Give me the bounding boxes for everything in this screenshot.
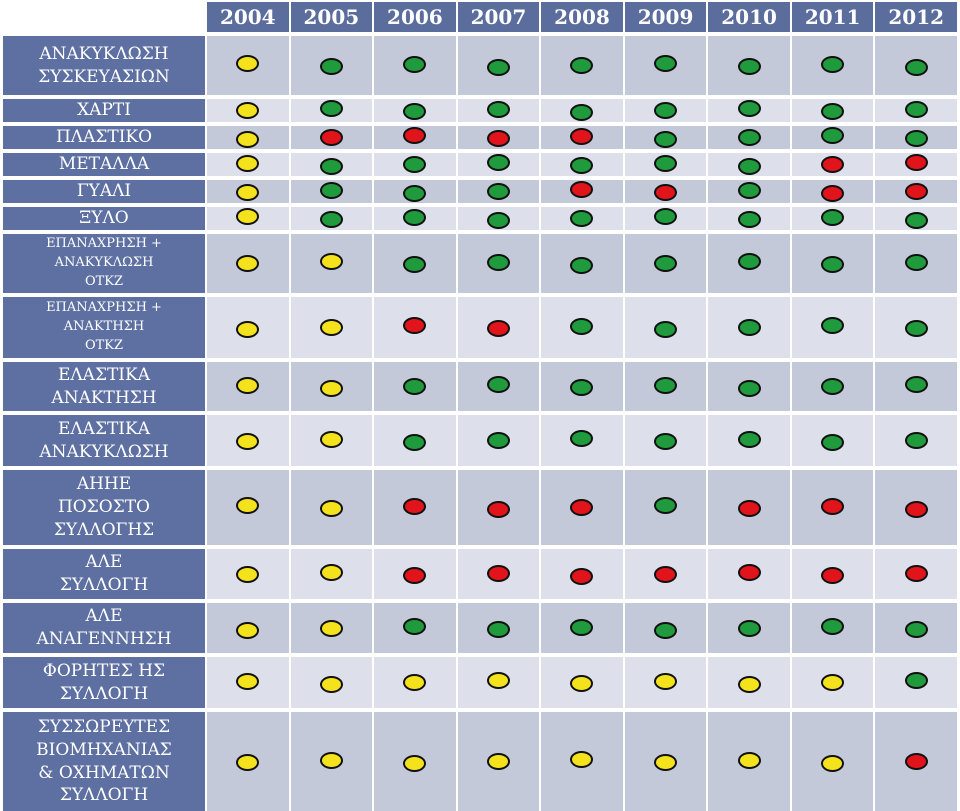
status-dot-icon <box>236 102 259 119</box>
status-cell <box>625 415 707 466</box>
status-cell <box>541 549 623 599</box>
status-dot-icon <box>570 104 593 121</box>
status-cell <box>708 415 790 466</box>
status-cell <box>207 712 289 811</box>
status-dot-icon <box>236 497 259 514</box>
status-dot-icon <box>905 621 928 638</box>
status-cell <box>708 603 790 653</box>
status-dot-icon <box>236 566 259 583</box>
status-dot-icon <box>570 210 593 227</box>
status-dot-icon <box>570 499 593 516</box>
status-dot-icon <box>570 675 593 692</box>
status-dot-icon <box>403 103 426 120</box>
status-dot-icon <box>821 209 844 226</box>
status-cell <box>875 234 957 293</box>
status-cell <box>458 603 540 653</box>
status-cell <box>207 234 289 293</box>
status-dot-icon <box>905 183 928 200</box>
status-cell <box>207 126 289 149</box>
status-dot-icon <box>320 500 343 517</box>
status-cell <box>374 362 456 411</box>
status-cell <box>792 207 874 230</box>
status-dot-icon <box>821 256 844 273</box>
status-dot-icon <box>487 501 510 518</box>
status-dot-icon <box>738 319 761 336</box>
status-dot-icon <box>570 751 593 768</box>
status-cell <box>625 362 707 411</box>
status-dot-icon <box>905 501 928 518</box>
status-cell <box>792 99 874 122</box>
status-dot-icon <box>738 211 761 228</box>
status-cell <box>708 470 790 545</box>
status-dot-icon <box>320 100 343 117</box>
status-cell <box>374 297 456 358</box>
status-cell <box>207 415 289 466</box>
status-dot-icon <box>654 566 677 583</box>
status-dot-icon <box>654 433 677 450</box>
status-cell <box>792 603 874 653</box>
status-cell <box>458 126 540 149</box>
row-label: ΠΛΑΣΤΙΚΟ <box>3 126 205 149</box>
status-dot-icon <box>403 378 426 395</box>
status-dot-icon <box>487 432 510 449</box>
status-cell <box>792 549 874 599</box>
status-dot-icon <box>821 755 844 772</box>
status-dot-icon <box>654 184 677 201</box>
status-dot-icon <box>487 183 510 200</box>
status-dot-icon <box>654 102 677 119</box>
status-dot-icon <box>487 101 510 118</box>
status-cell <box>374 603 456 653</box>
status-cell <box>458 99 540 122</box>
status-cell <box>291 362 373 411</box>
status-dot-icon <box>236 155 259 172</box>
status-cell <box>541 415 623 466</box>
status-dot-icon <box>487 320 510 337</box>
status-dot-icon <box>821 674 844 691</box>
status-dot-icon <box>487 254 510 271</box>
status-cell <box>374 126 456 149</box>
status-dot-icon <box>821 56 844 73</box>
status-dot-icon <box>738 431 761 448</box>
status-dot-icon <box>236 754 259 771</box>
status-cell <box>458 712 540 811</box>
row-label: ΓΥΑΛΙ <box>3 180 205 203</box>
status-dot-icon <box>905 320 928 337</box>
status-cell <box>541 712 623 811</box>
status-dot-icon <box>403 56 426 73</box>
year-header: 2004 <box>207 2 289 32</box>
status-dot-icon <box>905 565 928 582</box>
status-cell <box>291 470 373 545</box>
status-cell <box>625 207 707 230</box>
status-cell <box>875 180 957 203</box>
status-cell <box>291 603 373 653</box>
status-dot-icon <box>403 156 426 173</box>
status-dot-icon <box>236 321 259 338</box>
status-dot-icon <box>320 431 343 448</box>
status-dot-icon <box>821 434 844 451</box>
status-dot-icon <box>654 754 677 771</box>
status-dot-icon <box>487 565 510 582</box>
status-cell <box>875 36 957 95</box>
status-dot-icon <box>821 185 844 202</box>
status-dot-icon <box>905 59 928 76</box>
status-cell <box>625 99 707 122</box>
status-cell <box>207 549 289 599</box>
status-dot-icon <box>320 211 343 228</box>
status-dot-icon <box>236 433 259 450</box>
status-dot-icon <box>738 752 761 769</box>
status-cell <box>291 297 373 358</box>
status-dot-icon <box>236 622 259 639</box>
year-header: 2010 <box>708 2 790 32</box>
status-dot-icon <box>570 57 593 74</box>
status-cell <box>625 297 707 358</box>
status-dot-icon <box>738 129 761 146</box>
status-dot-icon <box>320 564 343 581</box>
status-cell <box>207 153 289 176</box>
status-dot-icon <box>320 620 343 637</box>
row-label: ΑΛΕ ΑΝΑΓΕΝΝΗΣΗ <box>3 603 205 653</box>
status-cell <box>875 712 957 811</box>
row-label: ΕΛΑΣΤΙΚΑ ΑΝΑΚΤΗΣΗ <box>3 362 205 411</box>
status-cell <box>625 603 707 653</box>
status-cell <box>458 657 540 708</box>
status-dot-icon <box>738 620 761 637</box>
status-cell <box>541 603 623 653</box>
status-cell <box>708 362 790 411</box>
status-cell <box>458 362 540 411</box>
status-dot-icon <box>821 127 844 144</box>
row-label: ΜΕΤΑΛΛΑ <box>3 153 205 176</box>
year-header: 2012 <box>875 2 957 32</box>
status-dot-icon <box>654 208 677 225</box>
status-cell <box>541 126 623 149</box>
status-dot-icon <box>487 212 510 229</box>
status-dot-icon <box>654 55 677 72</box>
header-corner <box>3 2 205 32</box>
row-label: ΦΟΡΗΤΕΣ ΗΣ ΣΥΛΛΟΓΗ <box>3 657 205 708</box>
status-cell <box>541 297 623 358</box>
status-cell <box>207 362 289 411</box>
status-dot-icon <box>487 376 510 393</box>
year-header: 2006 <box>374 2 456 32</box>
status-cell <box>792 180 874 203</box>
status-dot-icon <box>403 434 426 451</box>
status-dot-icon <box>738 100 761 117</box>
status-cell <box>708 712 790 811</box>
status-cell <box>875 470 957 545</box>
status-cell <box>625 234 707 293</box>
status-dot-icon <box>236 255 259 272</box>
status-dot-icon <box>654 377 677 394</box>
status-dot-icon <box>236 131 259 148</box>
status-dot-icon <box>570 257 593 274</box>
status-dot-icon <box>905 672 928 689</box>
status-dot-icon <box>403 755 426 772</box>
status-cell <box>541 180 623 203</box>
status-dot-icon <box>821 567 844 584</box>
status-cell <box>458 180 540 203</box>
status-cell <box>875 126 957 149</box>
status-dot-icon <box>570 379 593 396</box>
status-cell <box>291 549 373 599</box>
status-dot-icon <box>821 103 844 120</box>
status-dot-icon <box>320 676 343 693</box>
status-dot-icon <box>654 155 677 172</box>
status-cell <box>291 153 373 176</box>
status-dot-icon <box>738 676 761 693</box>
year-header: 2011 <box>792 2 874 32</box>
status-dot-icon <box>403 185 426 202</box>
status-cell <box>374 180 456 203</box>
status-dot-icon <box>905 212 928 229</box>
status-cell <box>541 470 623 545</box>
status-cell <box>291 36 373 95</box>
status-dot-icon <box>570 318 593 335</box>
status-dot-icon <box>905 101 928 118</box>
status-cell <box>291 180 373 203</box>
status-cell <box>708 126 790 149</box>
status-cell <box>458 36 540 95</box>
status-dot-icon <box>654 321 677 338</box>
status-cell <box>625 126 707 149</box>
status-dot-icon <box>487 672 510 689</box>
status-cell <box>374 153 456 176</box>
status-cell <box>291 712 373 811</box>
status-cell <box>625 712 707 811</box>
status-dot-icon <box>320 182 343 199</box>
status-cell <box>374 207 456 230</box>
status-dot-icon <box>320 253 343 270</box>
status-dot-icon <box>236 377 259 394</box>
status-cell <box>207 99 289 122</box>
status-cell <box>708 549 790 599</box>
status-cell <box>541 99 623 122</box>
status-cell <box>625 153 707 176</box>
status-dot-icon <box>738 500 761 517</box>
status-cell <box>291 126 373 149</box>
status-cell <box>708 99 790 122</box>
status-cell <box>875 153 957 176</box>
status-cell <box>291 415 373 466</box>
status-cell <box>374 36 456 95</box>
status-cell <box>458 470 540 545</box>
status-cell <box>792 712 874 811</box>
status-cell <box>374 415 456 466</box>
status-cell <box>708 207 790 230</box>
year-header: 2005 <box>291 2 373 32</box>
year-header: 2009 <box>625 2 707 32</box>
status-dot-icon <box>654 673 677 690</box>
status-dot-icon <box>654 622 677 639</box>
status-cell <box>792 126 874 149</box>
status-dot-icon <box>654 131 677 148</box>
status-cell <box>291 99 373 122</box>
status-cell <box>541 234 623 293</box>
status-cell <box>708 657 790 708</box>
row-label: ΕΛΑΣΤΙΚΑ ΑΝΑΚΥΚΛΩΣΗ <box>3 415 205 466</box>
status-cell <box>708 36 790 95</box>
status-dot-icon <box>236 55 259 72</box>
status-cell <box>207 180 289 203</box>
status-cell <box>625 180 707 203</box>
status-dot-icon <box>905 432 928 449</box>
status-cell <box>458 549 540 599</box>
status-cell <box>541 362 623 411</box>
status-cell <box>207 657 289 708</box>
status-cell <box>541 657 623 708</box>
status-cell <box>875 297 957 358</box>
status-cell <box>875 415 957 466</box>
status-cell <box>207 297 289 358</box>
status-dot-icon <box>821 317 844 334</box>
status-cell <box>792 153 874 176</box>
status-cell <box>792 36 874 95</box>
status-cell <box>875 657 957 708</box>
status-dot-icon <box>905 254 928 271</box>
row-label: ΕΠΑΝΑΧΡΗΣΗ + ΑΝΑΚΤΗΣΗ ΟΤΚΖ <box>3 297 205 358</box>
status-dot-icon <box>487 753 510 770</box>
status-cell <box>875 99 957 122</box>
row-label: ΕΠΑΝΑΧΡΗΣΗ + ΑΝΑΚΥΚΛΩΣΗ ΟΤΚΖ <box>3 234 205 293</box>
status-cell <box>291 657 373 708</box>
status-dot-icon <box>320 158 343 175</box>
status-cell <box>207 603 289 653</box>
year-header: 2008 <box>541 2 623 32</box>
status-cell <box>374 470 456 545</box>
status-cell <box>541 153 623 176</box>
status-cell <box>708 180 790 203</box>
status-cell <box>708 234 790 293</box>
status-cell <box>541 36 623 95</box>
status-cell <box>625 470 707 545</box>
status-dot-icon <box>570 128 593 145</box>
row-label: ΑΝΑΚΥΚΛΩΣΗ ΣΥΣΚΕΥΑΣΙΩΝ <box>3 36 205 95</box>
status-dot-icon <box>570 181 593 198</box>
status-cell <box>875 603 957 653</box>
status-dot-icon <box>570 430 593 447</box>
status-cell <box>374 657 456 708</box>
status-cell <box>792 415 874 466</box>
status-dot-icon <box>821 618 844 635</box>
status-dot-icon <box>403 256 426 273</box>
status-cell <box>792 234 874 293</box>
status-dot-icon <box>821 498 844 515</box>
status-dot-icon <box>738 380 761 397</box>
status-cell <box>374 234 456 293</box>
status-cell <box>291 207 373 230</box>
status-dot-icon <box>236 184 259 201</box>
status-dot-icon <box>738 253 761 270</box>
status-cell <box>458 234 540 293</box>
status-dot-icon <box>320 58 343 75</box>
status-dot-icon <box>403 498 426 515</box>
status-dot-icon <box>654 255 677 272</box>
status-dot-icon <box>403 674 426 691</box>
status-dot-icon <box>236 208 259 225</box>
status-cell <box>374 99 456 122</box>
status-dot-icon <box>403 317 426 334</box>
status-cell <box>458 207 540 230</box>
status-dot-icon <box>403 127 426 144</box>
status-cell <box>792 470 874 545</box>
status-cell <box>541 207 623 230</box>
status-cell <box>207 207 289 230</box>
status-cell <box>458 297 540 358</box>
status-cell <box>708 297 790 358</box>
status-dot-icon <box>320 319 343 336</box>
status-dot-icon <box>821 378 844 395</box>
status-cell <box>207 36 289 95</box>
row-label: ΧΑΡΤΙ <box>3 99 205 122</box>
status-cell <box>625 36 707 95</box>
row-label: ΑΗΗΕ ΠΟΣΟΣΤΟ ΣΥΛΛΟΓΗΣ <box>3 470 205 545</box>
status-dot-icon <box>654 497 677 514</box>
status-dot-icon <box>487 621 510 638</box>
status-cell <box>458 153 540 176</box>
status-dot-icon <box>403 209 426 226</box>
status-dot-icon <box>570 568 593 585</box>
status-dot-icon <box>905 753 928 770</box>
status-dot-icon <box>738 58 761 75</box>
status-cell <box>708 153 790 176</box>
status-cell <box>875 549 957 599</box>
status-dot-icon <box>403 567 426 584</box>
status-dot-icon <box>487 59 510 76</box>
status-dot-icon <box>487 154 510 171</box>
status-dot-icon <box>738 564 761 581</box>
status-dot-icon <box>320 752 343 769</box>
status-cell <box>207 470 289 545</box>
status-cell <box>875 362 957 411</box>
status-cell <box>792 362 874 411</box>
row-label: ΑΛΕ ΣΥΛΛΟΓΗ <box>3 549 205 599</box>
status-dot-icon <box>487 130 510 147</box>
row-label: ΣΥΣΣΩΡΕΥΤΕΣ ΒΙΟΜΗΧΑΝΙΑΣ & ΟΧΗΜΑΤΩΝ ΣΥΛΛΟΓΗ <box>3 712 205 811</box>
row-label: ΞΥΛΟ <box>3 207 205 230</box>
status-cell <box>458 415 540 466</box>
status-dot-icon <box>320 380 343 397</box>
status-cell <box>374 549 456 599</box>
status-cell <box>625 549 707 599</box>
status-dot-icon <box>320 129 343 146</box>
status-dot-icon <box>905 130 928 147</box>
status-cell <box>625 657 707 708</box>
status-cell <box>291 234 373 293</box>
status-dot-icon <box>236 673 259 690</box>
status-cell <box>875 207 957 230</box>
year-header: 2007 <box>458 2 540 32</box>
status-dot-icon <box>738 158 761 175</box>
status-cell <box>792 657 874 708</box>
status-dot-icon <box>570 619 593 636</box>
status-dot-icon <box>403 618 426 635</box>
status-dot-icon <box>905 376 928 393</box>
status-cell <box>792 297 874 358</box>
status-dot-icon <box>570 157 593 174</box>
status-dot-icon <box>905 154 928 171</box>
status-cell <box>374 712 456 811</box>
status-dot-icon <box>821 156 844 173</box>
status-dot-icon <box>738 182 761 199</box>
